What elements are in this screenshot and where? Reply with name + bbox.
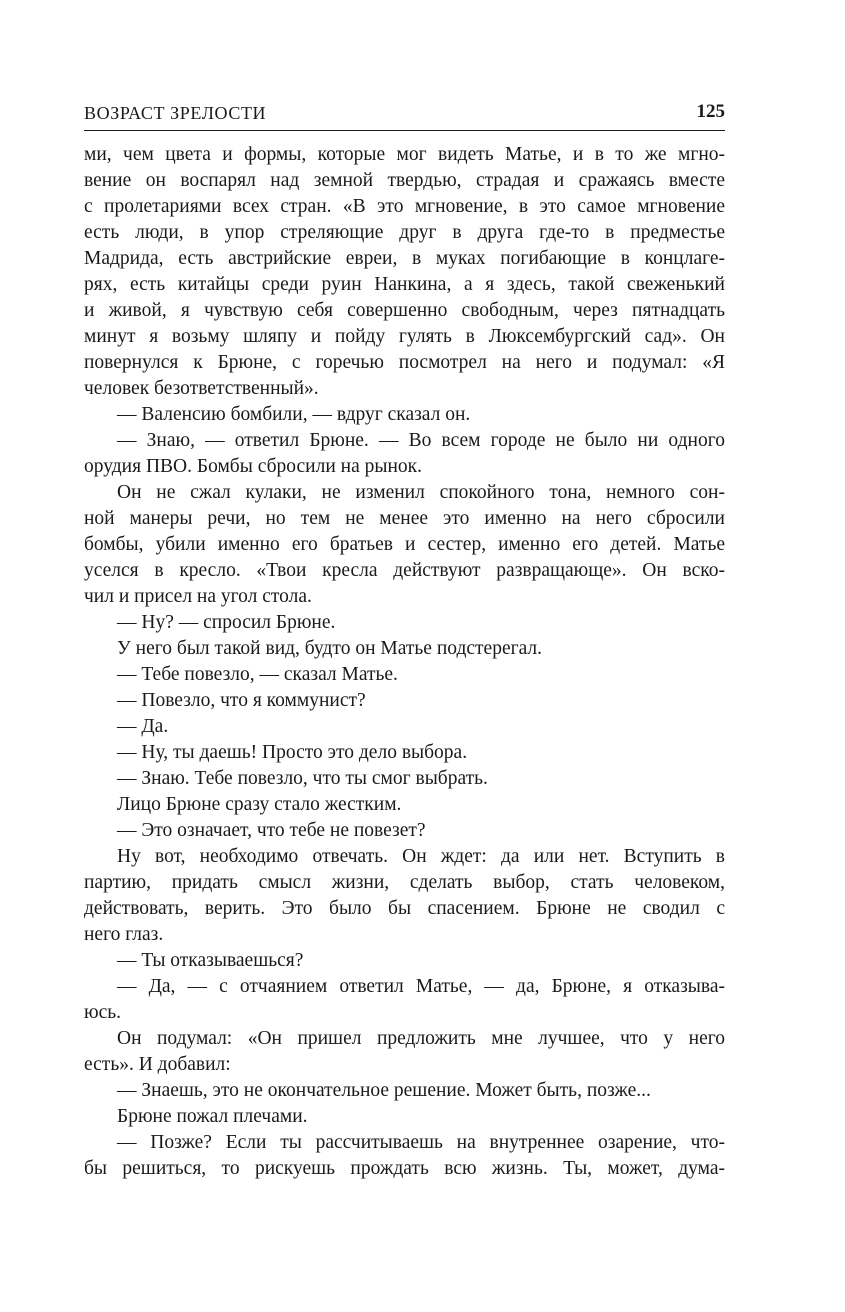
text-line: — Валенсию бомбили, — вдруг сказал он. bbox=[117, 404, 471, 425]
text-line: бомбы, убили именно его братьев и сестер, именно его детей. Матье bbox=[84, 534, 725, 555]
text-line: чил и присел на угол стола. bbox=[84, 586, 312, 607]
text-line: У него был такой вид, будто он Матье подстерегал. bbox=[117, 638, 543, 659]
text-line: минут я возьму шляпу и пойду гулять в Люксембургский сад». Он bbox=[84, 326, 725, 347]
text-line: повернулся к Брюне, с горечью посмотрел на него и подумал: «Я bbox=[84, 352, 725, 373]
text-line: действовать, верить. Это было бы спасением. Брюне не сводил с bbox=[84, 898, 725, 919]
text-line: есть люди, в упор стреляющие друг в друга где-то в предместье bbox=[84, 222, 725, 243]
text-line: — Знаю, — ответил Брюне. — Во всем городе не было ни одного bbox=[117, 430, 725, 451]
text-line: ной манеры речи, но тем не менее это именно на него сбросили bbox=[84, 508, 725, 529]
running-title: ВОЗРАСТ ЗРЕЛОСТИ bbox=[84, 103, 267, 123]
text-line: есть». И добавил: bbox=[84, 1054, 231, 1075]
text-line: него глаз. bbox=[84, 924, 164, 945]
body-text bbox=[84, 142, 725, 1182]
text-line: орудия ПВО. Бомбы сбросили на рынок. bbox=[84, 456, 422, 477]
text-line: и живой, я чувствую себя совершенно свободным, через пятнадцать bbox=[84, 300, 725, 321]
page-number: 125 bbox=[696, 101, 725, 122]
text-line: бы решиться, то рискуешь прождать всю жизнь. Ты, может, дума- bbox=[84, 1158, 725, 1179]
text-line: Брюне пожал плечами. bbox=[117, 1106, 308, 1127]
text-line: человек безответственный». bbox=[84, 378, 319, 399]
text-line: — Да, — с отчаянием ответил Матье, — да, Брюне, я отказыва- bbox=[117, 976, 725, 997]
text-line: — Это означает, что тебе не повезет? bbox=[117, 820, 426, 841]
text-line: рях, есть китайцы среди руин Нанкина, а я здесь, такой свеженький bbox=[84, 274, 725, 295]
text-line: — Тебе повезло, — сказал Матье. bbox=[117, 664, 398, 685]
text-line: — Ну, ты даешь! Просто это дело выбора. bbox=[117, 742, 468, 763]
text-line: ми, чем цвета и формы, которые мог видеть Матье, и в то же мгно- bbox=[84, 144, 725, 165]
text-line: партию, придать смысл жизни, сделать выбор, стать человеком, bbox=[84, 872, 725, 893]
text-line: — Позже? Если ты рассчитываешь на внутреннее озарение, что- bbox=[117, 1132, 725, 1153]
text-line: Ну вот, необходимо отвечать. Он ждет: да или нет. Вступить в bbox=[117, 846, 725, 867]
text-line: юсь. bbox=[84, 1002, 121, 1023]
text-line: — Повезло, что я коммунист? bbox=[117, 690, 366, 711]
text-line: — Да. bbox=[117, 716, 169, 737]
text-line: с пролетариями всех стран. «В это мгновение, в это самое мгновение bbox=[84, 196, 725, 217]
text-line: — Знаю. Тебе повезло, что ты смог выбрать. bbox=[117, 768, 488, 789]
text-line: Он не сжал кулаки, не изменил спокойного тона, немного сон- bbox=[117, 482, 725, 503]
text-line: Он подумал: «Он пришел предложить мне лучшее, что у него bbox=[117, 1028, 725, 1049]
text-line: уселся в кресло. «Твои кресла действуют развращающе». Он вско- bbox=[84, 560, 725, 581]
text-line: Мадрида, есть австрийские евреи, в муках погибающие в концлаге- bbox=[84, 248, 725, 269]
text-line: Лицо Брюне сразу стало жестким. bbox=[117, 794, 402, 815]
text-line: — Знаешь, это не окончательное решение. Может быть, позже... bbox=[117, 1080, 651, 1101]
text-line: вение он воспарял над земной твердью, страдая и сражаясь вместе bbox=[84, 170, 725, 191]
page-header bbox=[84, 100, 725, 131]
text-line: — Ты отказываешься? bbox=[117, 950, 304, 971]
text-line: — Ну? — спросил Брюне. bbox=[117, 612, 336, 633]
